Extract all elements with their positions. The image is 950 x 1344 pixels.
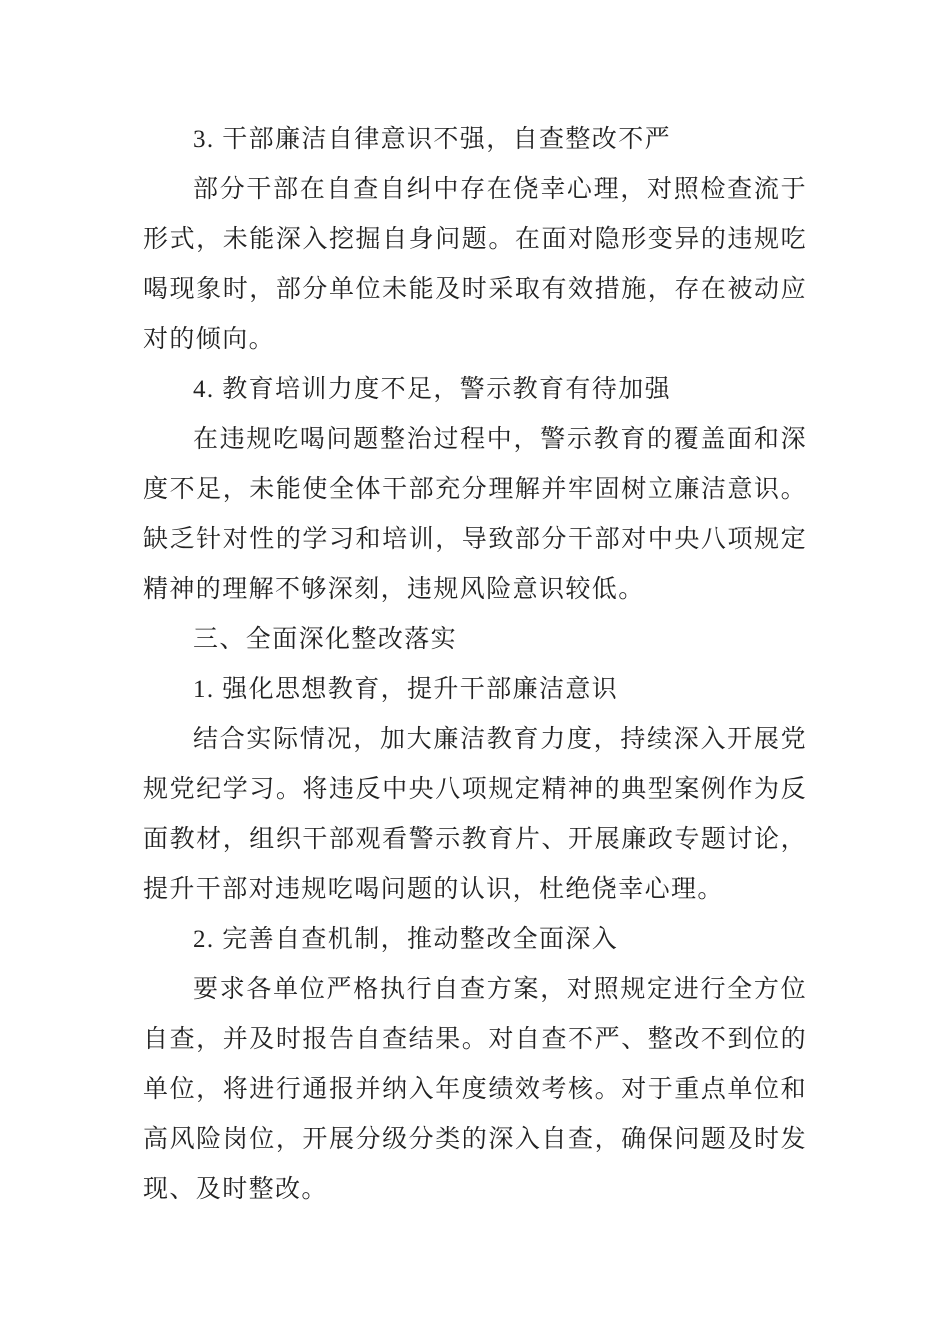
heading-1-strengthen-ideological-education: 1. 强化思想教育，提升干部廉洁意识 xyxy=(193,676,619,703)
paragraph-integrity-education-measures: 结合实际情况，加大廉洁教育力度，持续深入开展党规党纪学习。将违反中央八项规定精神的典型案例作为反面教材，组织干部观看警示教育片、开展廉政专题讨论，提升干部对违规吃喝问题的认识，杜绝侥幸心理。 xyxy=(143,726,807,903)
paragraph-self-inspection-problems: 部分干部在自查自纠中存在侥幸心理，对照检查流于形式，未能深入挖掘自身问题。在面对隐形变异的违规吃喝现象时，部分单位未能及时采取有效措施，存在被动应对的倾向。 xyxy=(143,176,807,353)
document-content xyxy=(143,115,807,1215)
heading-3-cadre-self-discipline: 3. 干部廉洁自律意识不强，自查整改不严 xyxy=(193,126,672,153)
heading-2-improve-self-inspection-mechanism: 2. 完善自查机制，推动整改全面深入 xyxy=(193,926,619,953)
section-heading-deepen-rectification: 三、全面深化整改落实 xyxy=(193,626,458,653)
paragraph-self-inspection-requirements: 要求各单位严格执行自查方案，对照规定进行全方位自查，并及时报告自查结果。对自查不严、整改不到位的单位，将进行通报并纳入年度绩效考核。对于重点单位和高风险岗位，开展分级分类的深入自查，确保问题及时发现、及时整改。 xyxy=(143,976,807,1203)
heading-4-education-training-insufficient: 4. 教育培训力度不足，警示教育有待加强 xyxy=(193,376,672,403)
paragraph-warning-education-coverage: 在违规吃喝问题整治过程中，警示教育的覆盖面和深度不足，未能使全体干部充分理解并牢固树立廉洁意识。缺乏针对性的学习和培训，导致部分干部对中央八项规定精神的理解不够深刻，违规风险意识较低。 xyxy=(143,426,807,603)
